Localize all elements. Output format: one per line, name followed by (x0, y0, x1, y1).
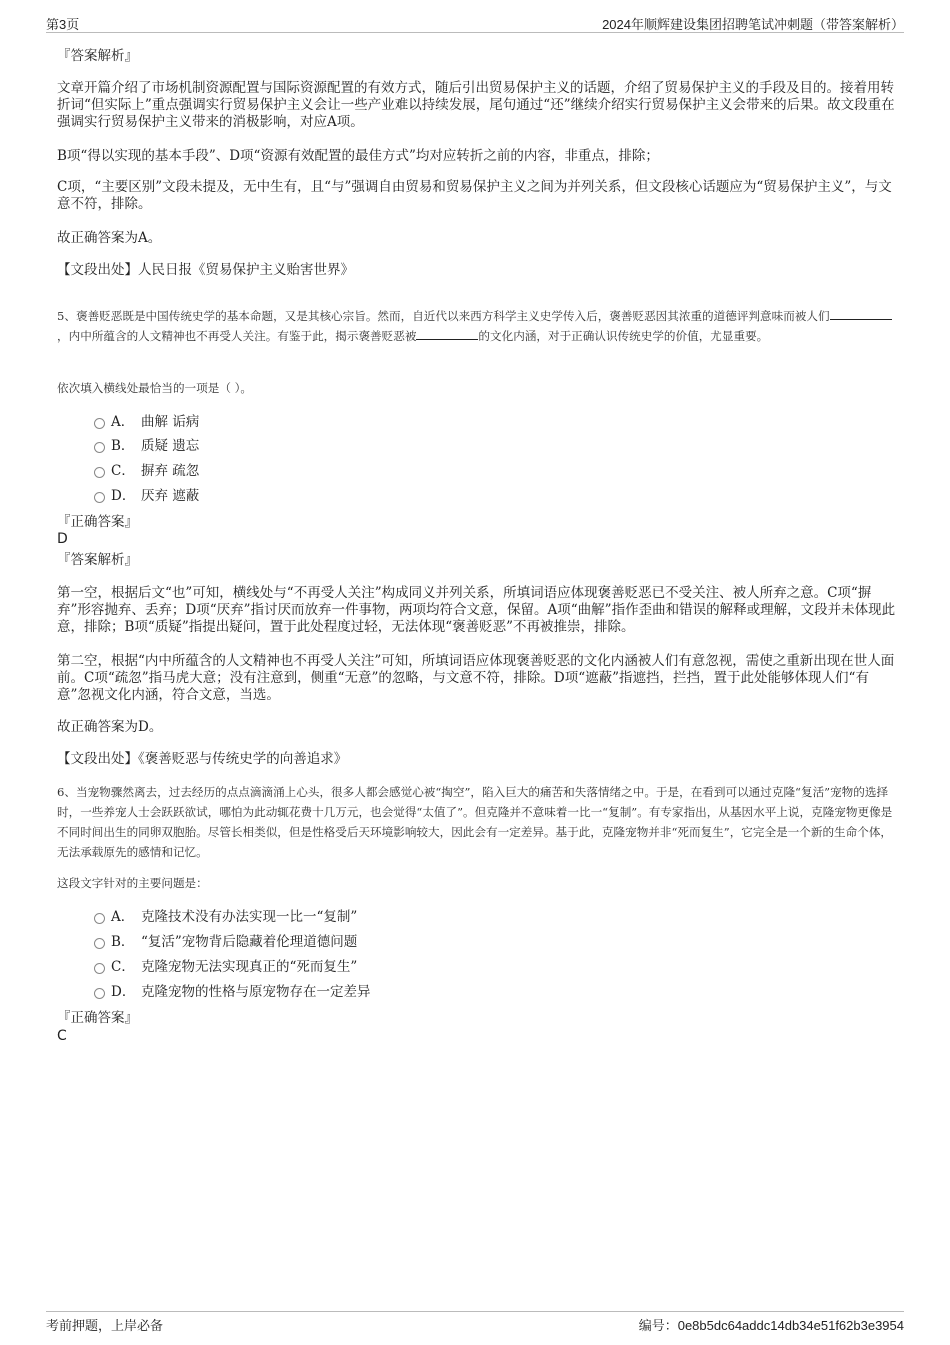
q4-analysis-para2: B项“得以实现的基本手段”、D项“资源有效配置的最佳方式”均对应转折之前的内容，非重点，排除； (57, 148, 659, 164)
q5-blank-1 (830, 307, 892, 320)
option-letter: A． (111, 414, 135, 430)
footer-code-value: 0e8b5dc64addc14db34e51f62b3e3954 (677, 1318, 904, 1333)
q5-option-a[interactable] (94, 413, 199, 431)
option-letter: B． (111, 934, 135, 950)
radio-icon[interactable] (94, 418, 105, 429)
radio-icon[interactable] (94, 988, 105, 999)
option-text: 克隆技术没有办法实现一比一“复制” (141, 909, 358, 925)
q5-analysis-heading: 『答案解析』 (57, 552, 138, 568)
q5-analysis-para1: 第一空，根据后文“也”可知，横线处与“不再受人关注”构成同义并列关系，所填词语应体现褒善贬恶已不受关注、被人所弃之意。C项“摒弃”形容抛弃、丢弃；D项“厌弃”指讨厌而放弃一件事物，两项均符合文意，保留。A项“曲解”指作歪曲和错误的解释或理解，文段并未体现此意，排除；B项“质疑”指提出疑问，置于此处程度过轻，无法体现“褒善贬恶”不再被推崇，排除。 (57, 585, 896, 635)
footer-code-label: 编号： (638, 1318, 678, 1333)
q5-stem-part-c: 的文化内涵，对于正确认识传统史学的价值，尤显重要。 (478, 329, 769, 343)
q5-answer: D (57, 531, 68, 547)
footer-code (639, 1315, 904, 1334)
q4-source: 【文段出处】人民日报《贸易保护主义贻害世界》 (57, 262, 354, 278)
q6-option-a[interactable] (94, 908, 357, 926)
q4-analysis-heading: 『答案解析』 (57, 48, 138, 64)
option-letter: D． (111, 488, 136, 504)
q6-option-c[interactable] (94, 958, 357, 976)
q6-answer-heading: 『正确答案』 (57, 1010, 138, 1026)
radio-icon[interactable] (94, 442, 105, 453)
q5-option-b[interactable] (94, 437, 199, 455)
radio-icon[interactable] (94, 963, 105, 974)
option-text: 曲解 诟病 (141, 414, 200, 430)
q4-analysis-para3: C项，“主要区别”文段未提及，无中生有，且“与”强调自由贸易和贸易保护主义之间为并列关系，但文段核心话题应为“贸易保护主义”，与文意不符，排除。 (57, 179, 892, 212)
q5-blank-2 (416, 327, 478, 340)
radio-icon[interactable] (94, 467, 105, 478)
option-text: 厌弃 遮蔽 (141, 488, 200, 504)
q6-option-b[interactable] (94, 933, 357, 951)
q6-answer: C (57, 1028, 67, 1044)
option-letter: C． (111, 463, 135, 479)
option-text: “复活”宠物背后隐藏着伦理道德问题 (141, 934, 358, 950)
q5-answer-heading: 『正确答案』 (57, 514, 138, 530)
document-title: 2024年顺辉建设集团招聘笔试冲刺题（带答案解析） (602, 17, 904, 32)
radio-icon[interactable] (94, 492, 105, 503)
option-text: 克隆宠物的性格与原宠物存在一定差异 (141, 984, 371, 1000)
q5-stem-part-b: ，内中所蕴含的人文精神也不再受人关注。有鉴于此，揭示褒善贬恶被 (57, 329, 417, 343)
page-header (46, 12, 904, 33)
radio-icon[interactable] (94, 938, 105, 949)
option-letter: C． (111, 959, 135, 975)
q5-option-d[interactable] (94, 487, 199, 505)
q5-conclusion: 故正确答案为D。 (57, 719, 163, 735)
radio-icon[interactable] (94, 913, 105, 924)
q4-conclusion: 故正确答案为A。 (57, 230, 162, 246)
option-text: 质疑 遗忘 (141, 438, 200, 454)
option-text: 摒弃 疏忽 (141, 463, 200, 479)
q6-stem: 6、当宠物骤然离去，过去经历的点点滴滴涌上心头，很多人都会感觉心被“掏空”，陷入巨大的痛苦和失落情绪之中。于是，在看到可以通过克隆“复活”宠物的选择时，一些养宠人士会跃跃欲试，哪怕为此动辄花费十几万元，也会觉得“太值了”。但克隆并不意味着一比一“复制”。有专家指出，从基因水平上说，克隆宠物更像是不同时间出生的同卵双胞胎。尽管长相类似，但是性格受后天环境影响较大，因此会有一定差异。基于此，克隆宠物并非“死而复生”，它完全是一个新的生命个体，无法承载原先的感情和记忆。 (57, 785, 893, 859)
page-footer (46, 1311, 904, 1334)
option-letter: A． (111, 909, 135, 925)
option-letter: D． (111, 984, 136, 1000)
option-letter: B． (111, 438, 135, 454)
page-number: 第3页 (46, 17, 80, 32)
q5-option-c[interactable] (94, 462, 199, 480)
q6-prompt: 这段文字针对的主要问题是： (57, 876, 208, 890)
q5-prompt: 依次填入横线处最恰当的一项是（ ）。 (57, 381, 252, 395)
q5-analysis-para2: 第二空，根据“内中所蕴含的人文精神也不再受人关注”可知，所填词语应体现褒善贬恶的文化内涵被人们有意忽视，需使之重新出现在世人面前。C项“疏忽”指马虎大意；没有注意到，侧重“无意”的忽略，与文意不符，排除。D项“遮蔽”指遮挡，拦挡，置于此处能够体现人们“有意”忽视文化内涵，符合文意，当选。 (57, 653, 895, 703)
q5-source: 【文段出处】《褒善贬恶与传统史学的向善追求》 (57, 751, 348, 767)
q6-option-d[interactable] (94, 983, 371, 1001)
q4-analysis-para1: 文章开篇介绍了市场机制资源配置与国际资源配置的有效方式，随后引出贸易保护主义的话题，介绍了贸易保护主义的手段及目的。接着用转折词“但实际上”重点强调实行贸易保护主义会让一些产业难以持续发展，尾句通过“还”继续介绍实行贸易保护主义会带来的后果。故文段重在强调实行贸易保护主义带来的消极影响，对应A项。 (57, 80, 895, 130)
q5-stem-part-a: 5、褒善贬恶既是中国传统史学的基本命题，又是其核心宗旨。然而，自近代以来西方科学主义史学传入后，褒善贬恶因其浓重的道德评判意味而被人们 (57, 309, 830, 323)
q5-stem (57, 306, 897, 346)
footer-slogan: 考前押题，上岸必备 (46, 1318, 164, 1333)
option-text: 克隆宠物无法实现真正的“死而复生” (141, 959, 358, 975)
